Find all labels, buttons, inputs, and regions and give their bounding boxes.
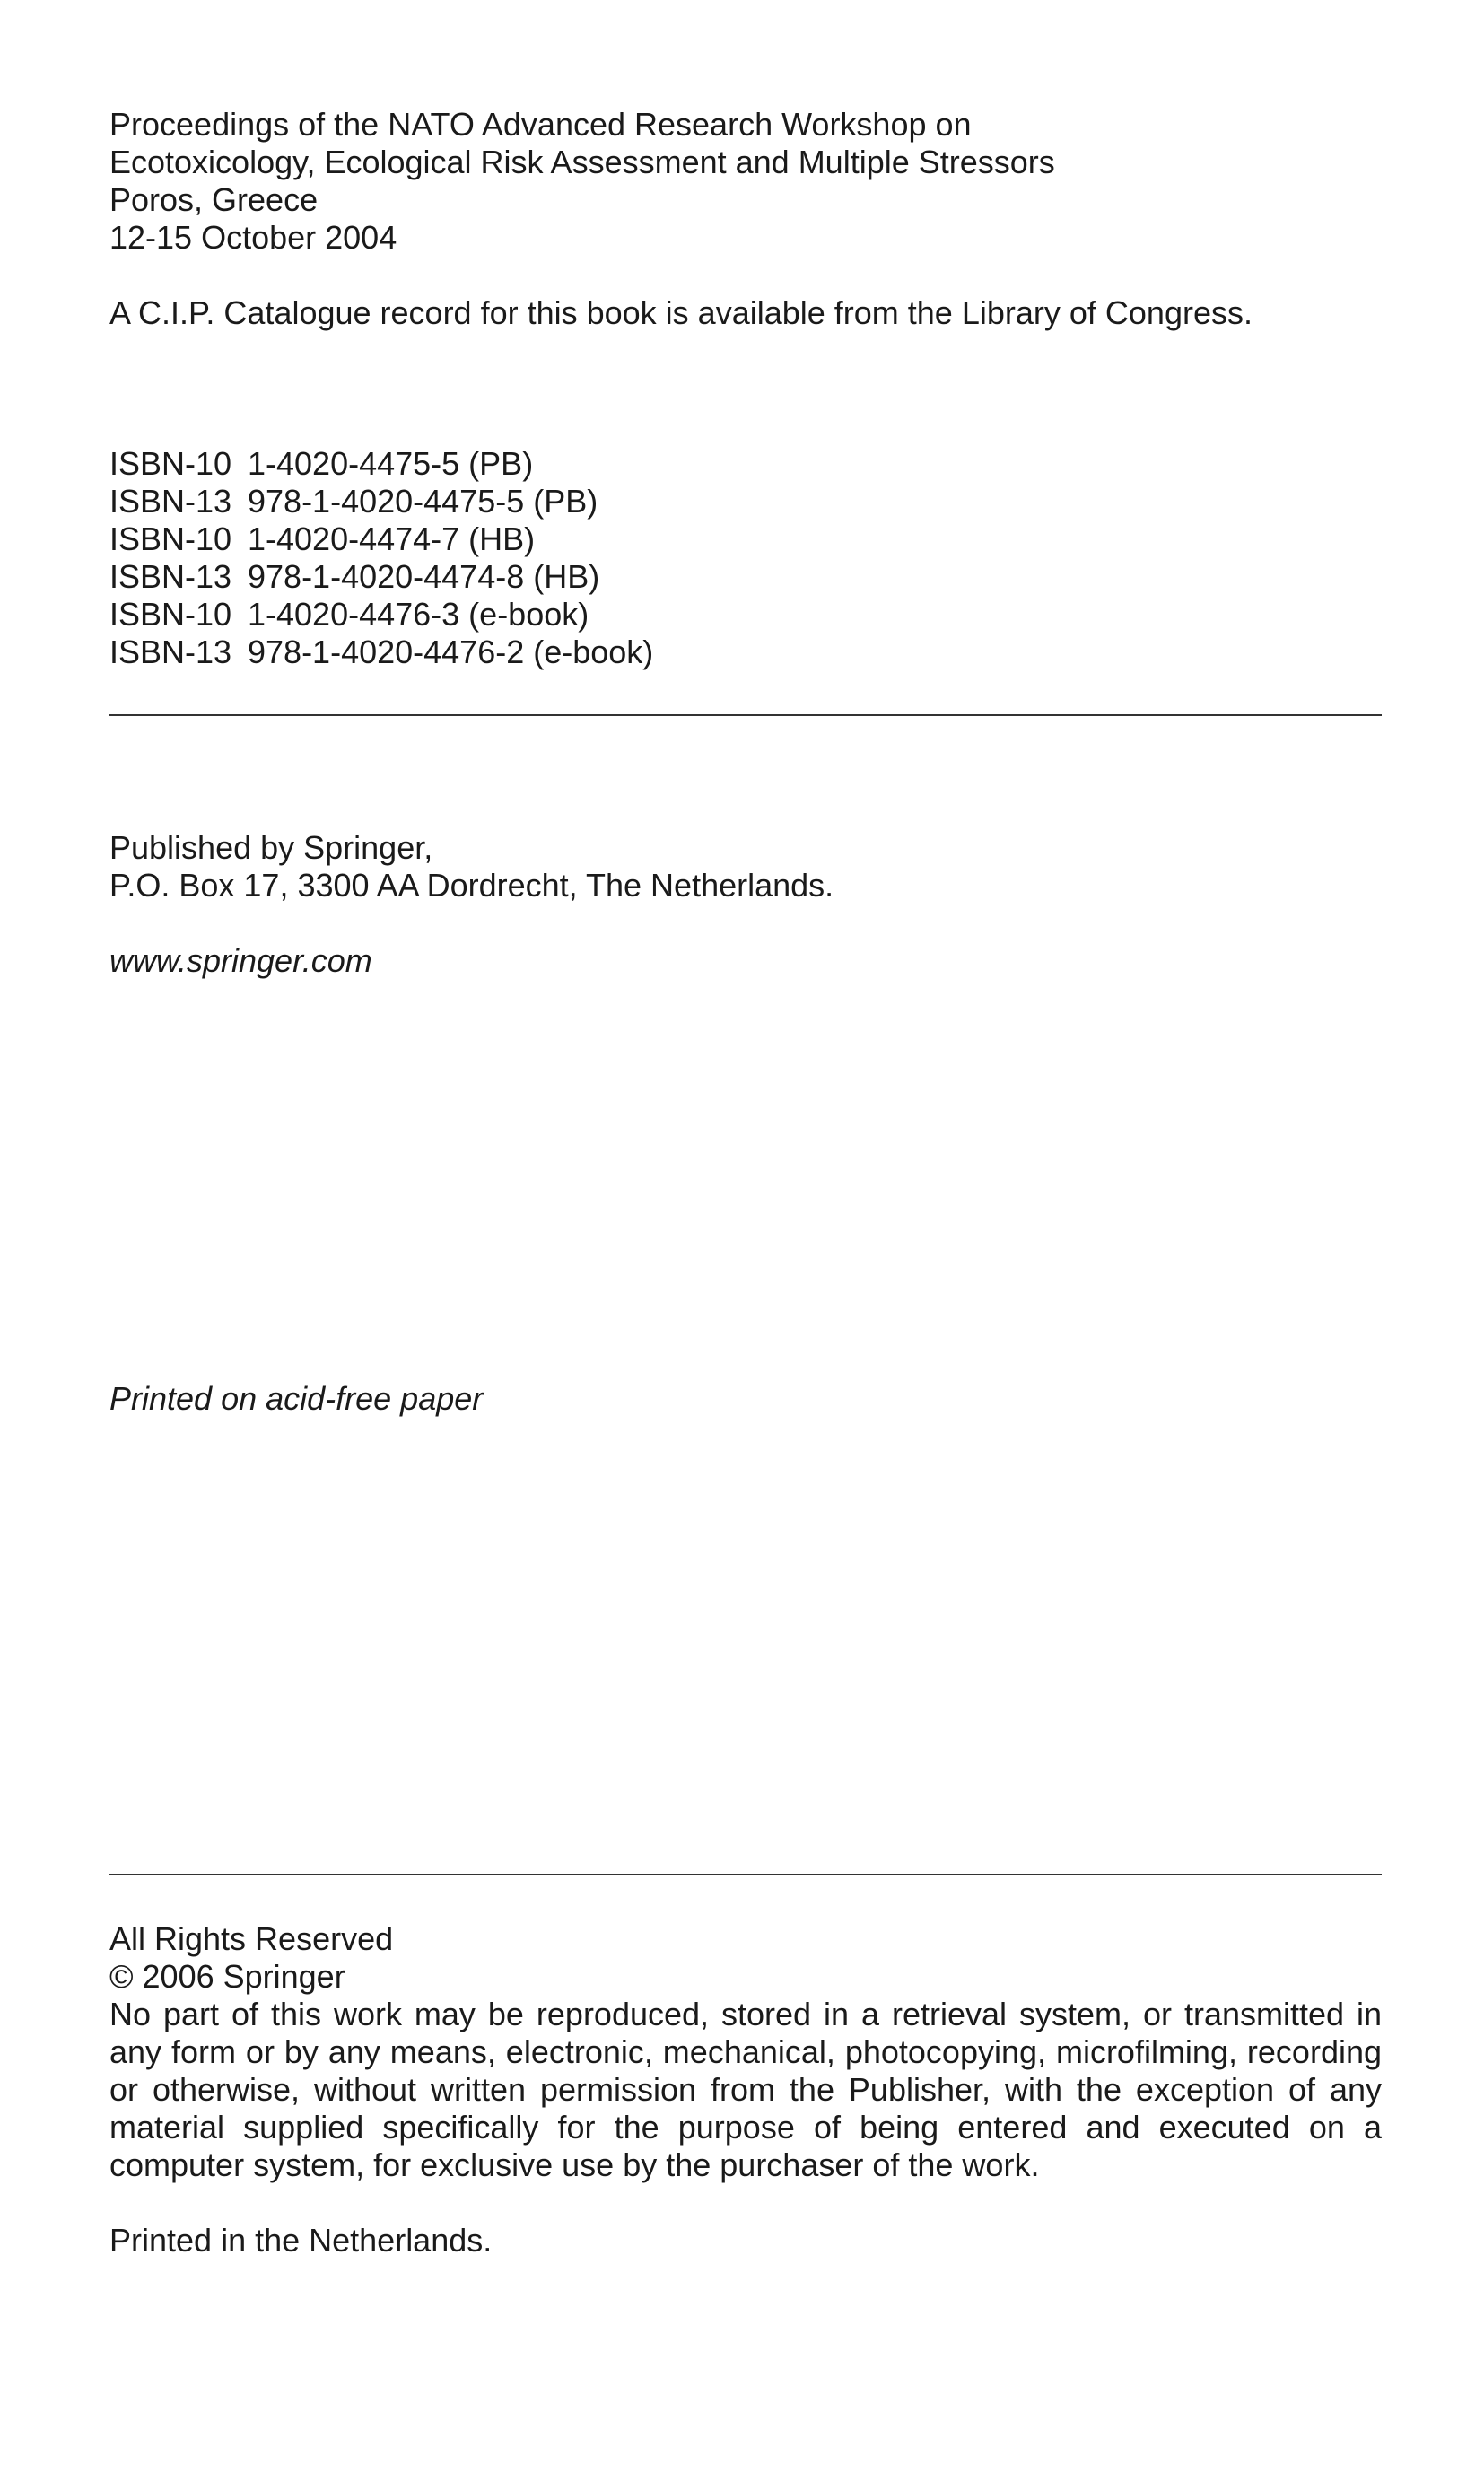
cip-statement: A C.I.P. Catalogue record for this book is available from the Library of Congress.	[109, 294, 1253, 331]
publisher-website: www.springer.com	[109, 942, 372, 979]
rights-block	[109, 1920, 1382, 2259]
publisher-address: P.O. Box 17, 3300 AA Dordrecht, The Netherlands.	[109, 867, 834, 904]
proceedings-block	[109, 106, 1382, 257]
isbn-value: 1-4020-4476-3 (e-book)	[248, 596, 589, 633]
isbn-list	[109, 445, 1382, 671]
isbn-label: ISBN-13	[109, 558, 232, 595]
proceedings-line: Proceedings of the NATO Advanced Research Workshop on	[109, 106, 972, 143]
publisher-block	[109, 829, 1382, 980]
printed-in: Printed in the Netherlands.	[109, 2222, 493, 2259]
isbn-row	[109, 483, 1382, 520]
isbn-value: 1-4020-4475-5 (PB)	[248, 445, 534, 482]
rights-reserved: All Rights Reserved	[109, 1920, 394, 1957]
proceedings-line: 12-15 October 2004	[109, 219, 397, 256]
isbn-label: ISBN-13	[109, 634, 232, 670]
isbn-value: 978-1-4020-4475-5 (PB)	[248, 483, 598, 520]
publisher-name: Published by Springer,	[109, 829, 433, 866]
isbn-row	[109, 634, 1382, 671]
copyright-line: © 2006 Springer	[109, 1958, 345, 1995]
isbn-label: ISBN-13	[109, 483, 232, 520]
isbn-label: ISBN-10	[109, 520, 232, 557]
isbn-row	[109, 520, 1382, 558]
proceedings-line: Poros, Greece	[109, 181, 319, 218]
isbn-label: ISBN-10	[109, 596, 232, 633]
isbn-row	[109, 558, 1382, 596]
isbn-row	[109, 445, 1382, 483]
proceedings-line: Ecotoxicology, Ecological Risk Assessment and Multiple Stressors	[109, 144, 1055, 180]
isbn-value: 1-4020-4474-7 (HB)	[248, 520, 536, 557]
isbn-label: ISBN-10	[109, 445, 232, 482]
paper-note: Printed on acid-free paper	[109, 1380, 484, 1417]
isbn-value: 978-1-4020-4474-8 (HB)	[248, 558, 600, 595]
rights-notice: No part of this work may be reproduced, stored in a retrieval system, or transmitted in any form or by any means, electronic, mechanical, photocopying, microfilming, recording or otherwise, without written permission from the Publisher, with the exception of any material supplied specifically for the purpose of being entered and executed on a computer system, for exclusive use by the purchaser of the work.	[109, 1996, 1382, 2183]
isbn-value: 978-1-4020-4476-2 (e-book)	[248, 634, 654, 670]
isbn-row	[109, 596, 1382, 634]
page-content	[109, 106, 1382, 2259]
